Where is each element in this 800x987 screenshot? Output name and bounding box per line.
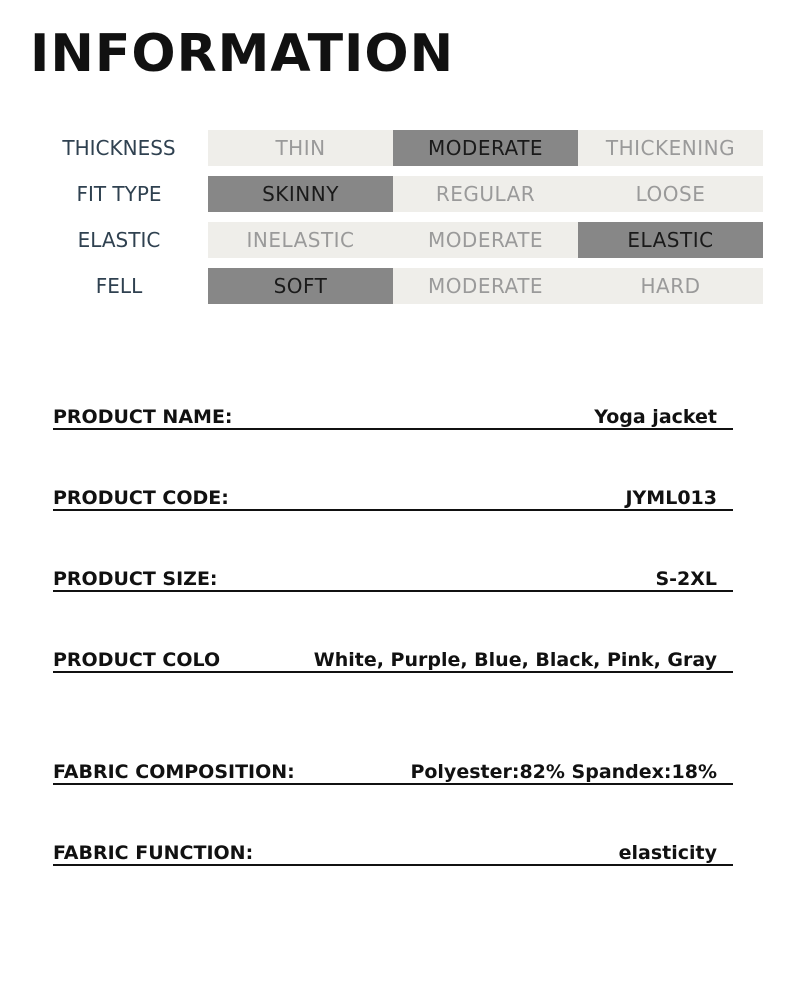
fabric-function-row [53,840,733,866]
option-cell: MODERATE [393,222,578,258]
product-code-row [53,485,733,511]
option-cell: INELASTIC [208,222,393,258]
attribute-label: ELASTIC [77,228,161,252]
underline [253,842,618,866]
fabric-composition-value: Polyester:82% Spandex:18% [410,761,733,785]
product-size-value: S-2XL [655,568,733,592]
option-cell: MODERATE [393,268,578,304]
underline [220,649,314,673]
product-color-row [53,647,733,673]
option-cell: MODERATE [393,130,578,166]
product-size-label: PRODUCT SIZE: [53,568,218,590]
attribute-row-elastic [30,222,770,258]
fabric-function-value: elasticity [619,842,733,866]
option-cell: LOOSE [578,176,763,212]
fabric-composition-label: FABRIC COMPOSITION: [53,761,295,783]
attribute-row-fit-type [30,176,770,212]
option-cell: THIN [208,130,393,166]
option-cell: HARD [578,268,763,304]
attribute-row-thickness [30,130,770,166]
underline [229,487,626,511]
product-color-value: White, Purple, Blue, Black, Pink, Gray [314,649,733,673]
option-cell: SKINNY [208,176,393,212]
product-name-row [53,404,733,430]
fabric-composition-row [53,759,733,785]
option-cell: ELASTIC [578,222,763,258]
attribute-table [30,130,770,314]
underline [233,406,595,430]
underline [295,761,411,785]
option-cell: SOFT [208,268,393,304]
attribute-label: THICKNESS [62,136,176,160]
product-size-row [53,566,733,592]
product-code-value: JYML013 [625,487,733,511]
fabric-function-label: FABRIC FUNCTION: [53,842,254,864]
underline [218,568,656,592]
page-title: INFORMATION [30,24,455,84]
attribute-label: FELL [95,274,143,298]
option-cell: REGULAR [393,176,578,212]
product-name-value: Yoga jacket [594,406,733,430]
product-code-label: PRODUCT CODE: [53,487,229,509]
product-color-label: PRODUCT COLO [53,649,221,671]
option-cell: THICKENING [578,130,763,166]
attribute-label: FIT TYPE [76,182,162,206]
attribute-row-fell [30,268,770,304]
product-name-label: PRODUCT NAME: [53,406,233,428]
